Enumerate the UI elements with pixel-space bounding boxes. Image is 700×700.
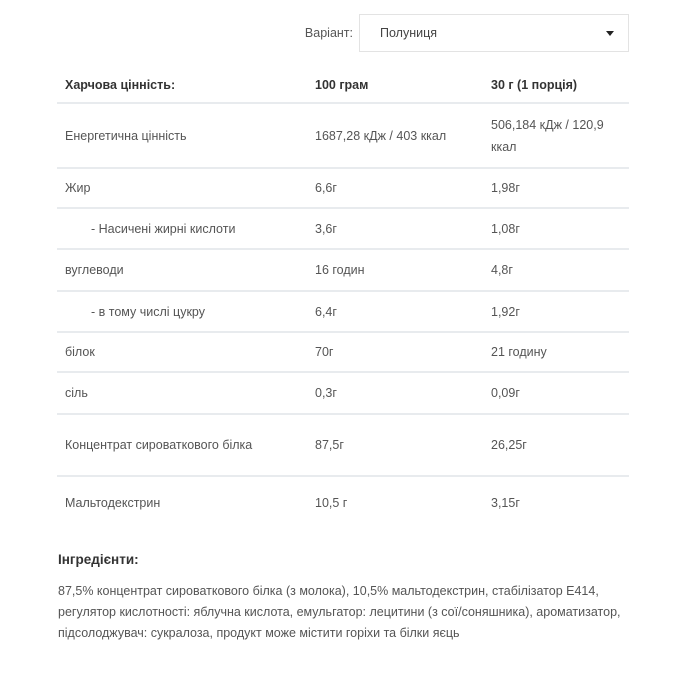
table-row — [57, 208, 629, 249]
value-per-100g: 87,5г — [307, 414, 483, 476]
ingredients-text: 87,5% концентрат сироваткового білка (з молока), 10,5% мальтодекстрин, стабілізатор E414, регулятор кислотності: яблучна кислота, емульгатор: лецитини (з сої/соняшника), ароматизатор, підсолоджувач: сукралоза, продукт може містити горіхи та білки яєць — [58, 584, 621, 640]
value-per-100g: 6,4г — [307, 291, 483, 332]
value-per-100g: 3,6г — [307, 208, 483, 249]
nutrient-name: білок — [57, 332, 307, 372]
nutrient-name: сіль — [57, 372, 307, 414]
table-row — [57, 168, 629, 208]
value-per-100g: 1687,28 кДж / 403 ккал — [307, 103, 483, 168]
value-per-serving: 1,92г — [483, 291, 629, 332]
table-row — [57, 372, 629, 414]
value-per-serving: 21 годину — [483, 332, 629, 372]
variant-selected-value: Полуниця — [380, 26, 438, 40]
table-row — [57, 103, 629, 168]
value-per-serving: 1,08г — [483, 208, 629, 249]
caret-down-icon — [606, 31, 614, 36]
value-per-100g: 16 годин — [307, 249, 483, 291]
header-per-100g: 100 грам — [307, 67, 483, 103]
value-per-serving: 26,25г — [483, 414, 629, 476]
value-per-100g: 10,5 г — [315, 495, 348, 510]
table-header-row — [57, 67, 629, 103]
nutrition-table-body — [57, 103, 629, 528]
value-per-serving: 1,98г — [483, 168, 629, 208]
value-per-100g: 6,6г — [307, 168, 483, 208]
nutrition-table — [57, 67, 629, 528]
nutrient-name: Мальтодекстрин — [65, 495, 161, 510]
value-per-serving: 3,15г — [491, 495, 520, 510]
value-per-100g: 70г — [307, 332, 483, 372]
variant-selector-row — [280, 14, 629, 52]
nutrient-name: вуглеводи — [57, 249, 307, 291]
table-row — [57, 332, 629, 372]
header-per-serving: 30 г (1 порція) — [483, 67, 629, 103]
nutrient-name: - Насичені жирні кислоти — [57, 208, 307, 249]
nutrient-name: - в тому числі цукру — [57, 291, 307, 332]
table-row — [57, 414, 629, 476]
header-nutrition-value: Харчова цінність: — [57, 67, 307, 103]
nutrient-name: Жир — [57, 168, 307, 208]
nutrient-name: Енергетична цінність — [57, 103, 307, 168]
value-per-serving: 0,09г — [483, 372, 629, 414]
value-per-100g: 0,3г — [307, 372, 483, 414]
table-row — [57, 249, 629, 291]
table-row — [57, 476, 629, 528]
ingredients-title: Інгредієнти: — [58, 552, 139, 567]
nutrient-name: Концентрат сироваткового білка — [57, 414, 307, 476]
variant-label: Варіант: — [304, 26, 353, 40]
variant-select[interactable] — [359, 14, 629, 52]
value-per-serving: 4,8г — [483, 249, 629, 291]
table-row — [57, 291, 629, 332]
value-per-serving: 506,184 кДж / 120,9 ккал — [483, 103, 629, 168]
